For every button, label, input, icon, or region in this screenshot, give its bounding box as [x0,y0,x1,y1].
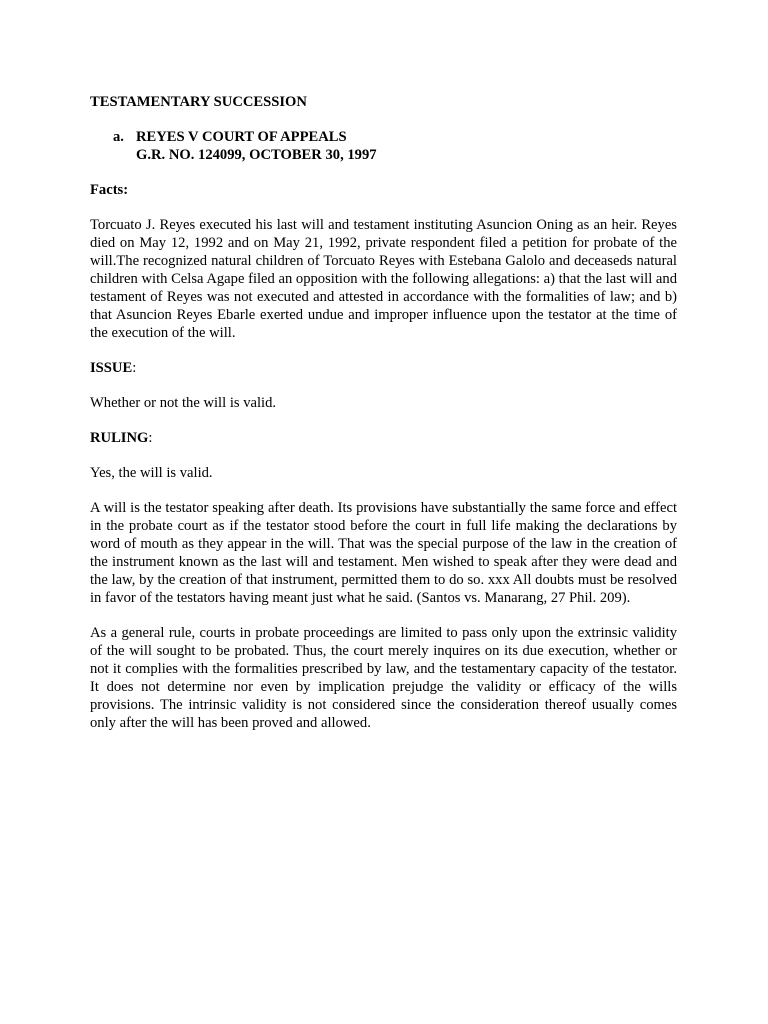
issue-colon: : [132,360,137,376]
document-title: TESTAMENTARY SUCCESSION [90,94,307,110]
ruling-heading [90,429,677,447]
ruling-colon: : [148,430,153,446]
document-page [90,93,677,749]
ruling-paragraph-2: As a general rule, courts in probate proceedings are limited to pass only upon the extrinsic validity of the will sought to be probated. Thus, the court merely inquires on its due execution, whether or not it complies with the formalities prescribed by law, and the testamentary capacity of the testator. It does not determine nor even by implication prejudge the validity or efficacy of the wills provisions. The intrinsic validity is not considered since the consideration thereof usually comes only after the will has been proved and allowed. [90,625,677,731]
issue-label: ISSUE [90,360,133,376]
ruling-label: RULING [90,430,149,446]
facts-heading: Facts: [90,182,129,198]
facts-paragraph: Torcuato J. Reyes executed his last will and testament instituting Asuncion Oning as an heir. Reyes died on May 12, 1992 and on May 21, 1992, private respondent filed a petition for probate of the will.The recognized natural children of Torcuato Reyes with Estebana Galolo and deceaseds natural children with Celsa Agape filed an opposition with the following allegations: a) that the last will and testament of Reyes was not executed and attested in accordance with the formalities of law; and b) that Asuncion Reyes Ebarle exerted undue and improper influence upon the testator at the time of the execution of the will. [90,217,677,341]
ruling-answer: Yes, the will is valid. [90,465,213,481]
case-name: REYES V COURT OF APPEALS [136,129,347,145]
case-heading [90,128,677,164]
case-citation: G.R. NO. 124099, OCTOBER 30, 1997 [136,147,377,163]
issue-paragraph: Whether or not the will is valid. [90,395,277,411]
issue-heading [90,359,677,377]
list-marker: a. [113,129,124,145]
ruling-paragraph-1: A will is the testator speaking after death. Its provisions have substantially the same force and effect in the probate court as if the testator stood before the court in full life making the declarations by word of mouth as they appear in the will. That was the special purpose of the law in the creation of the instrument known as the last will and testament. Men wished to speak after they were dead and the law, by the creation of that instrument, permitted them to do so. xxx All doubts must be resolved in favor of the testators having meant just what he said. (Santos vs. Manarang, 27 Phil. 209). [90,500,677,606]
